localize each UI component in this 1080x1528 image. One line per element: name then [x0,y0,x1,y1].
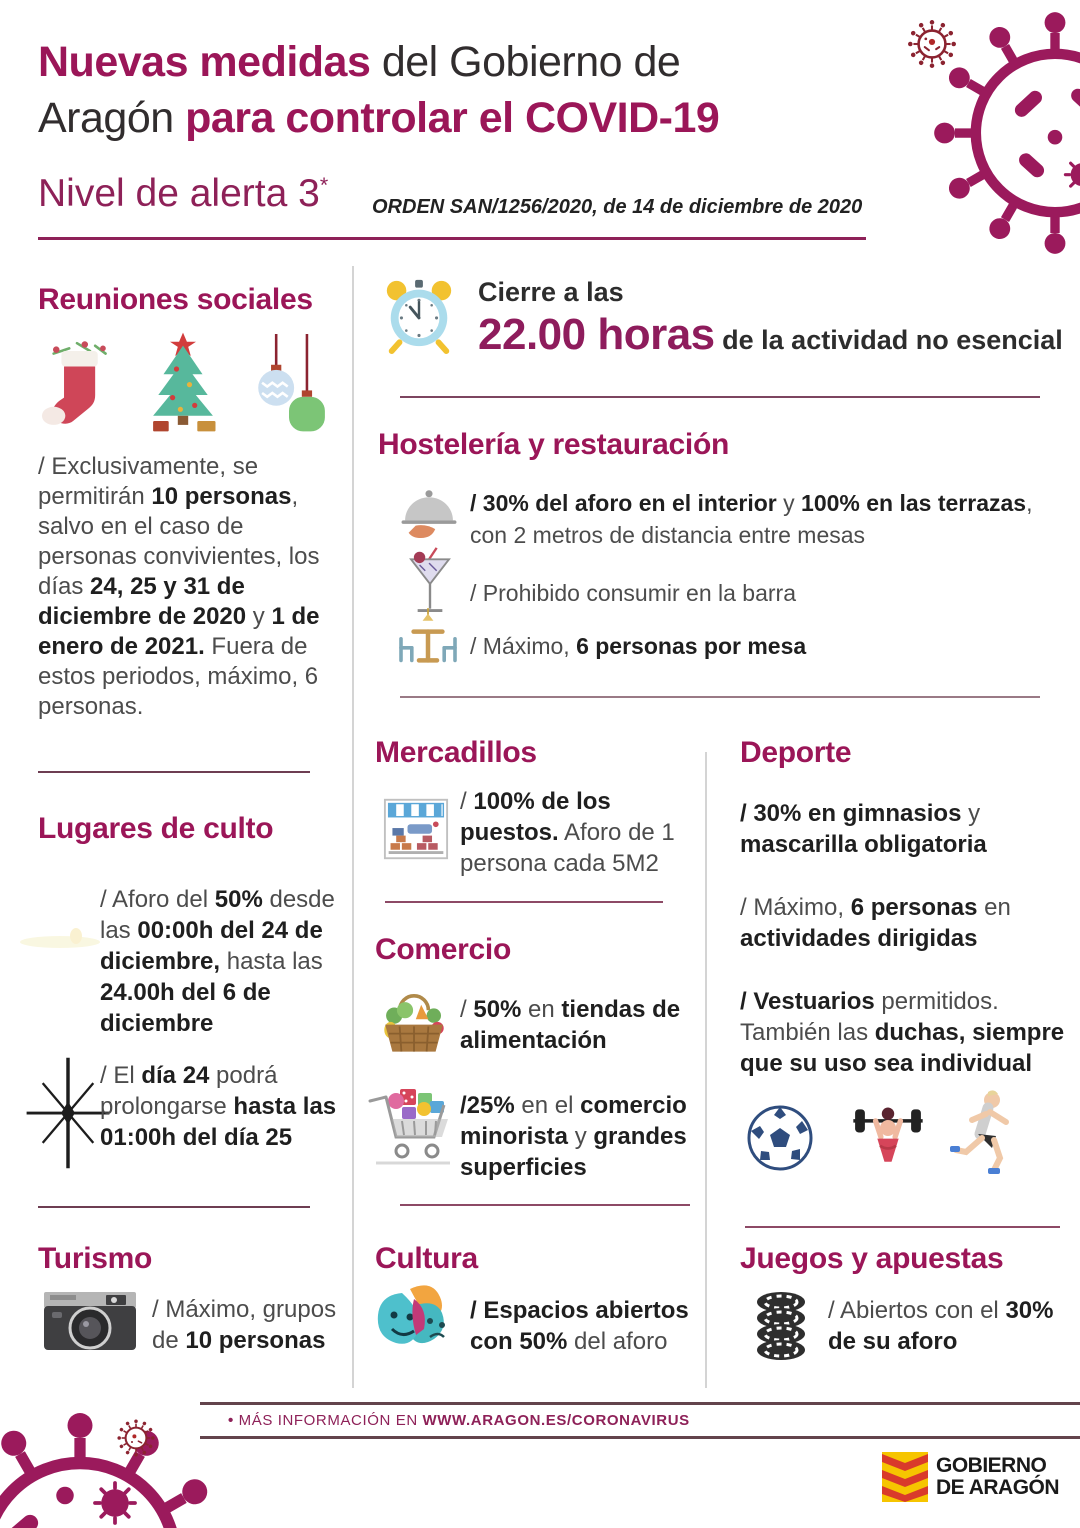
shopping-cart-icon [366,1085,458,1169]
cierre-banner [478,277,1063,360]
section-title-comercio: Comercio [375,933,511,966]
market-stall-icon [383,796,449,862]
weightlifting-icon [848,1096,928,1176]
logo-line2: DE ARAGÓN [936,1476,1060,1499]
section-title-cultura: Cultura [375,1242,478,1275]
section-title-mercadillos: Mercadillos [375,736,537,769]
footer-info[interactable]: • MÁS INFORMACIÓN EN WWW.ARAGON.ES/CORONAVIRUS [228,1412,690,1429]
logo-text [936,1455,1059,1499]
divider [400,396,1040,398]
hosteleria-item-1: / 30% del aforo en el interior y 100% en las terrazas, con 2 metros de distancia entre mesas [470,490,1033,548]
cultura-item-1: / Espacios abiertos con 50% del aforo [470,1297,689,1355]
divider [38,771,310,773]
food-basket-icon [378,988,450,1054]
divider [385,901,663,903]
divider [400,1204,690,1206]
divider [38,1206,310,1208]
footer-rule-top [200,1402,1080,1405]
section-title-juegos: Juegos y apuestas [740,1242,1004,1275]
running-icon [948,1090,1020,1176]
mercadillos-item-1: / 100% de los puestos. Aforo de 1 persona cada 5M2 [460,788,675,877]
camera-icon [40,1286,140,1356]
deporte-item-2: / Máximo, 6 personas en actividades dirigidas [740,894,1011,952]
page-title-line2: Aragón para controlar el COVID-19 [38,94,720,142]
header-rule [38,237,866,240]
cierre-line1: Cierre a las [478,277,624,307]
section-title-reuniones: Reuniones sociales [38,283,313,316]
logo-line1: GOBIERNO [936,1454,1047,1477]
page-title [38,34,719,146]
section-title-deporte: Deporte [740,736,852,769]
baubles-icon [250,334,328,434]
section-title-turismo: Turismo [38,1242,153,1275]
column-divider [705,752,707,1388]
cierre-rest: de la actividad no esencial [714,325,1063,355]
reuniones-paragraph: / Exclusivamente, se permitirán 10 personas, salvo en el caso de personas convivientes, los días 24, 25 y 31 de diciembre de 2020 y 1 de enero de 2021. Fuera de estos periodos, máximo, 6 personas. [38,453,320,720]
section-title-culto: Lugares de culto [38,812,274,845]
christmas-icons-row [38,330,328,434]
section-title-hosteleria: Hostelería y restauración [378,428,729,461]
alert-level: Nivel de alerta 3* [38,172,329,215]
cloche-icon [398,486,460,544]
page-title-line1: Nuevas medidas del Gobierno de [38,38,681,86]
cierre-time: 22.00 horas [478,310,715,359]
deporte-item-1: / 30% en gimnasios y mascarilla obligatoria [740,800,987,858]
order-reference: ORDEN SAN/1256/2020, de 14 de diciembre de 2020 [372,196,863,218]
alarm-clock-icon [380,274,458,354]
christmas-stocking-icon [38,338,116,434]
comercio-item-2: /25% en el comercio minorista y grandes superficies [460,1092,687,1181]
juegos-item-1: / Abiertos con el 30% de su aforo [828,1297,1054,1355]
hosteleria-item-2: / Prohibido consumir en la barra [470,580,796,606]
table-chairs-icon [392,608,464,666]
theater-masks-icon [372,1283,462,1359]
hosteleria-item-3: / Máximo, 6 personas por mesa [470,633,807,659]
comercio-item-1: / 50% en tiendas de alimentación [460,996,681,1054]
divider [400,696,1040,698]
divider [745,1226,1060,1228]
column-divider [352,266,354,1388]
christmas-tree-icon [137,330,229,434]
aragon-flag-icon [882,1452,928,1502]
deporte-item-3: / Vestuarios permitidos. También las duchas, siempre que su uso sea individual [740,988,1065,1077]
poker-chips-icon [752,1288,810,1362]
footer-rule-bottom [200,1436,1080,1439]
candle-icon [18,922,102,956]
culto-item-1: / Aforo del 50% desde las 00:00h del 24 de diciembre, hasta las 24.00h del 6 de diciembre [100,886,335,1037]
gobierno-aragon-logo [882,1452,1059,1502]
turismo-item-1: / Máximo, grupos de 10 personas [152,1296,337,1354]
virus-icon-small [112,1414,160,1462]
culto-item-2: / El día 24 podrá prolongarse hasta las 01:00h del día 25 [100,1062,337,1151]
virus-icon-large [930,8,1080,258]
soccer-ball-icon [746,1104,814,1172]
